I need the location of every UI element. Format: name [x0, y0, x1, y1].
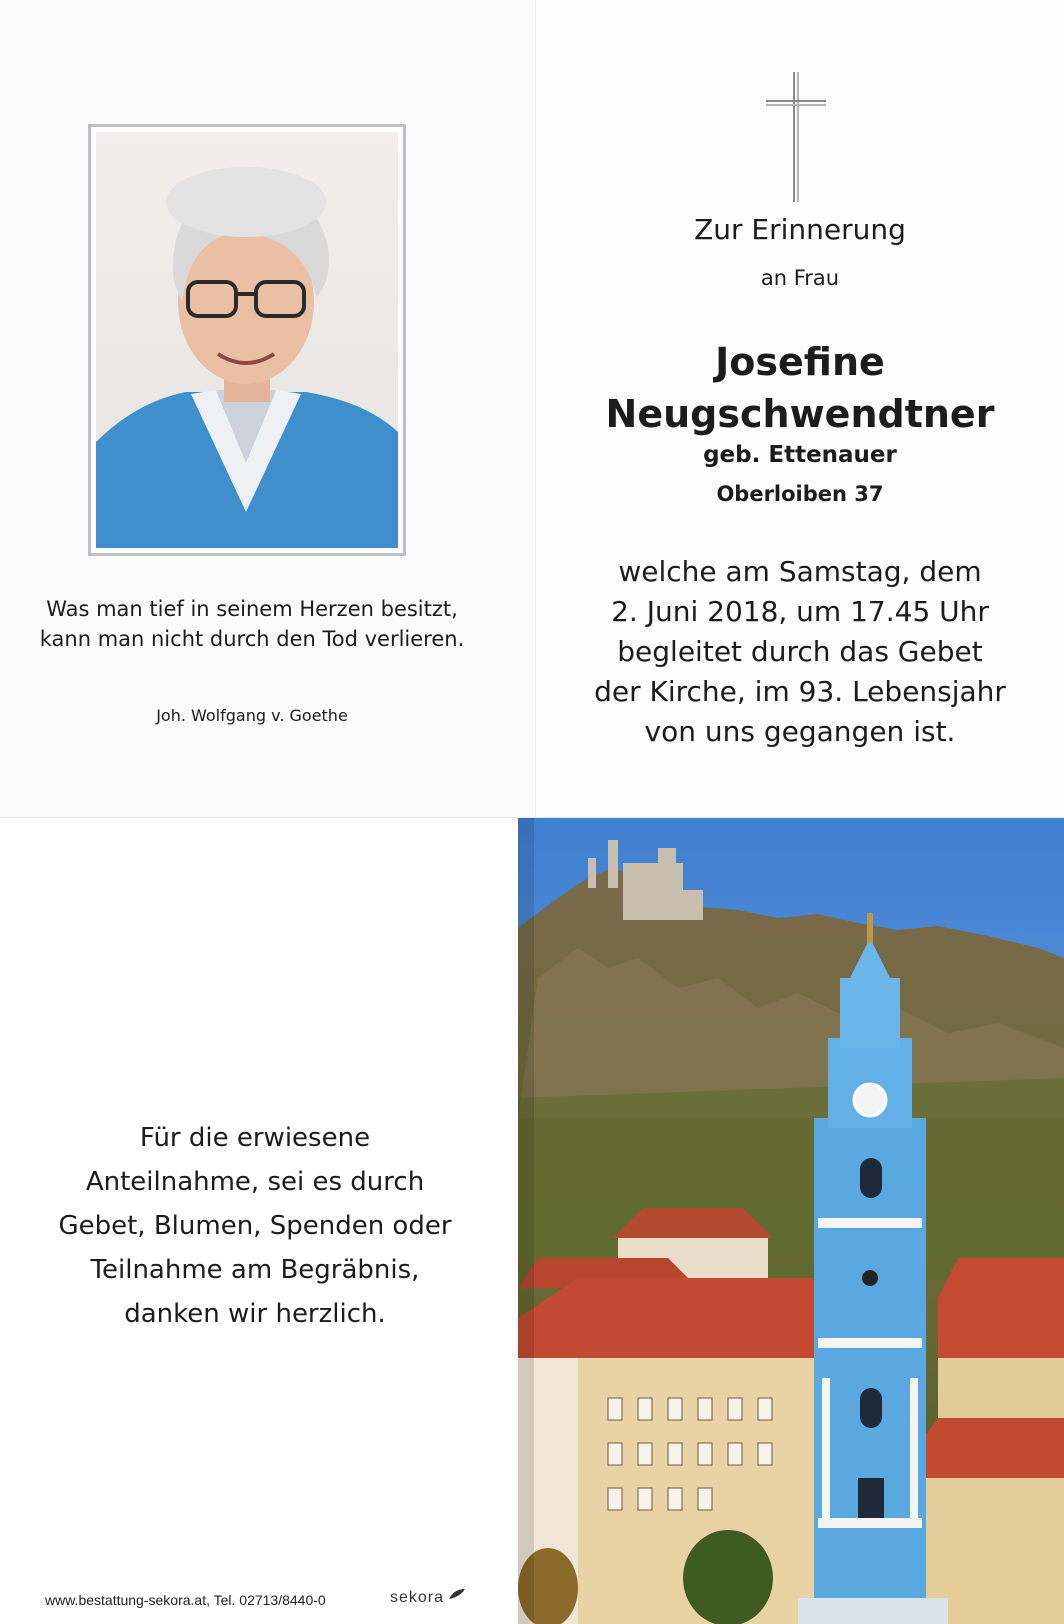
portrait-frame [88, 124, 406, 556]
footer-contact: www.bestattung-sekora.at, Tel. 02713/8440-0 [45, 1592, 326, 1608]
last-name: Neugschwendtner [605, 392, 995, 436]
thanks-text [40, 1116, 470, 1336]
portrait-photo [96, 132, 398, 548]
birth-name: geb. Ettenauer [703, 442, 897, 468]
deceased-name [580, 336, 1020, 440]
landscape-photo [518, 818, 1064, 1624]
vertical-fold [535, 0, 536, 818]
body-line: welche am Samstag, dem [618, 555, 982, 588]
portrait-illustration [96, 132, 398, 548]
thanks-line: Gebet, Blumen, Spenden oder [58, 1211, 452, 1241]
thanks-line: Teilnahme am Begräbnis, [90, 1255, 420, 1285]
thanks-line: Für die erwiesene [139, 1123, 371, 1153]
quote-line-2: kann man nicht durch den Tod verlieren. [39, 627, 465, 651]
body-line: begleitet durch das Gebet [617, 635, 983, 668]
horizontal-fold [0, 817, 1064, 818]
brand-logo: sekora [390, 1589, 445, 1606]
memorial-body [580, 552, 1020, 752]
landscape-illustration [518, 818, 1064, 1624]
address: Oberloiben 37 [716, 482, 884, 506]
body-line: von uns gegangen ist. [644, 715, 956, 748]
cross-icon [766, 72, 826, 202]
leaf-icon [448, 1585, 466, 1597]
memorial-heading: Zur Erinnerung [694, 213, 906, 246]
first-name: Josefine [715, 340, 885, 384]
body-line: 2. Juni 2018, um 17.45 Uhr [611, 595, 989, 628]
thanks-line: danken wir herzlich. [124, 1299, 386, 1329]
thanks-line: Anteilnahme, sei es durch [85, 1167, 425, 1197]
quote-line-1: Was man tief in seinem Herzen besitzt, [46, 597, 458, 621]
salutation: an Frau [760, 266, 840, 290]
quote-author: Joh. Wolfgang v. Goethe [156, 706, 348, 725]
body-line: der Kirche, im 93. Lebensjahr [594, 675, 1006, 708]
